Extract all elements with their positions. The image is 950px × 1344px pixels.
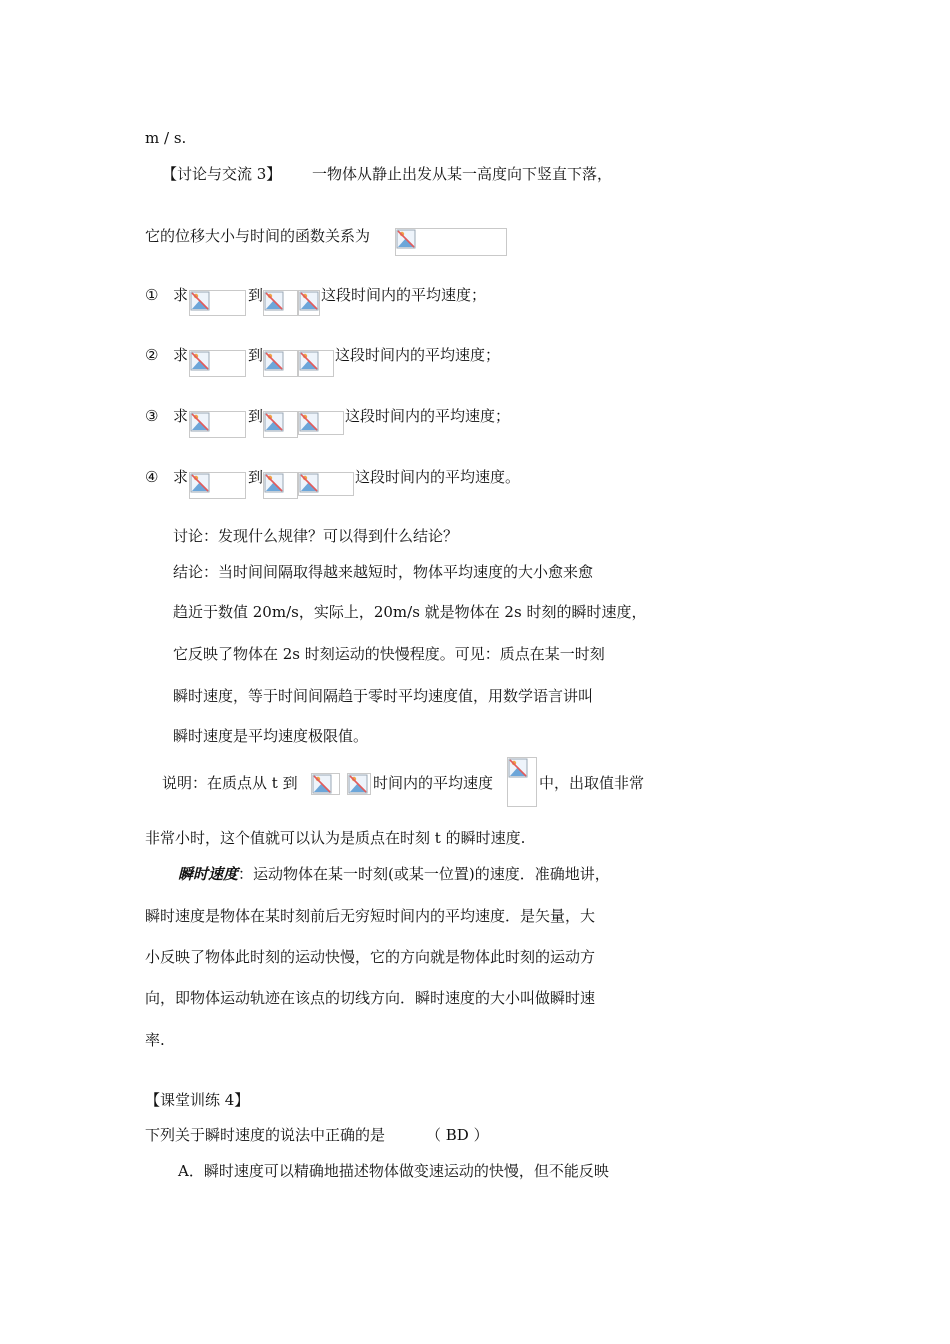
item-to: 到: [248, 286, 264, 304]
broken-image-icon: [190, 351, 210, 371]
item-to: 到: [248, 346, 264, 364]
training-answer: （ BD ）: [426, 1126, 489, 1144]
broken-image-icon: [264, 473, 284, 493]
discussion-heading: 【讨论与交流 3】: [162, 165, 282, 183]
formula-placeholder: [189, 472, 246, 499]
broken-image-icon: [190, 291, 210, 311]
broken-image-icon: [299, 412, 319, 432]
item-tail: 这段时间内的平均速度；: [345, 407, 511, 425]
formula-placeholder: [507, 757, 537, 807]
conclusion-line: 它反映了物体在 2s 时刻运动的快慢程度。可见：质点在某一时刻: [173, 645, 605, 663]
conclusion-line: 结论：当时间间隔取得越来越短时，物体平均速度的大小愈来愈: [173, 563, 594, 581]
definition-term: 瞬时速度: [178, 865, 239, 883]
formula-placeholder: [263, 411, 298, 438]
definition-line: 向，即物体运动轨迹在该点的切线方向．瞬时速度的大小叫做瞬时速: [145, 989, 596, 1007]
definition-line1: [178, 864, 610, 884]
conclusion-line: 瞬时速度，等于时间间隔趋于零时平均速度值，用数学语言讲叫: [173, 687, 594, 705]
note-part1: 说明：在质点从 t 到: [162, 774, 298, 792]
formula-placeholder: [311, 773, 340, 795]
formula-placeholder: [395, 228, 507, 256]
definition-line: 率.: [145, 1031, 165, 1049]
formula-placeholder: [189, 411, 246, 438]
broken-image-icon: [264, 412, 284, 432]
training-heading: 【课堂训练 4】: [145, 1091, 250, 1109]
item-tail: 这段时间内的平均速度；: [335, 346, 501, 364]
formula-placeholder: [298, 411, 344, 435]
formula-placeholder: [298, 472, 354, 496]
training-question: 下列关于瞬时速度的说法中正确的是: [145, 1126, 386, 1144]
item-number: ③: [145, 407, 159, 425]
note-line2: 非常小时，这个值就可以认为是质点在时刻 t 的瞬时速度.: [145, 829, 526, 847]
broken-image-icon: [190, 473, 210, 493]
formula-placeholder: [298, 290, 320, 316]
definition-line1-text: ：运动物体在某一时刻(或某一位置)的速度．准确地讲，: [238, 865, 610, 883]
broken-image-icon: [190, 412, 210, 432]
item-number: ④: [145, 468, 159, 486]
broken-image-icon: [299, 473, 319, 493]
discussion-text-line1: 一物体从静止出发从某一高度向下竖直下落，: [312, 165, 613, 183]
broken-image-icon: [264, 351, 284, 371]
item-ask: 求: [173, 468, 189, 486]
formula-placeholder: [189, 350, 246, 377]
item-ask: 求: [173, 407, 189, 425]
item-number: ②: [145, 346, 159, 364]
formula-placeholder: [347, 773, 371, 795]
broken-image-icon: [299, 291, 319, 311]
item-to: 到: [248, 468, 264, 486]
formula-placeholder: [263, 472, 298, 499]
broken-image-icon: [312, 774, 332, 794]
item-to: 到: [248, 407, 264, 425]
definition-line: 瞬时速度是物体在某时刻前后无穷短时间内的平均速度．是矢量，大: [145, 907, 596, 925]
formula-placeholder: [263, 350, 298, 377]
training-option-a: A．瞬时速度可以精确地描述物体做变速运动的快慢，但不能反映: [178, 1162, 609, 1180]
conclusion-line: 趋近于数值 20m/s，实际上，20m/s 就是物体在 2s 时刻的瞬时速度，: [173, 603, 647, 621]
broken-image-icon: [264, 291, 284, 311]
broken-image-icon: [348, 774, 368, 794]
note-part3: 中，出取值非常: [539, 774, 645, 792]
formula-placeholder: [189, 290, 246, 316]
item-ask: 求: [173, 286, 189, 304]
note-part2: 时间内的平均速度: [373, 774, 494, 792]
broken-image-icon: [396, 229, 416, 249]
definition-line: 小反映了物体此时刻的运动快慢，它的方向就是物体此时刻的运动方: [145, 948, 596, 966]
formula-placeholder: [263, 290, 298, 316]
item-tail: 这段时间内的平均速度；: [321, 286, 487, 304]
item-number: ①: [145, 286, 159, 304]
intro-line: m / s.: [145, 129, 187, 147]
broken-image-icon: [299, 351, 319, 371]
discussion-text-line2: 它的位移大小与时间的函数关系为: [145, 227, 371, 245]
item-tail: 这段时间内的平均速度。: [355, 468, 521, 486]
discussion-prompt: 讨论：发现什么规律？可以得到什么结论？: [173, 527, 459, 545]
broken-image-icon: [508, 758, 528, 778]
formula-placeholder: [298, 350, 334, 377]
item-ask: 求: [173, 346, 189, 364]
conclusion-line: 瞬时速度是平均速度极限值。: [173, 727, 369, 745]
